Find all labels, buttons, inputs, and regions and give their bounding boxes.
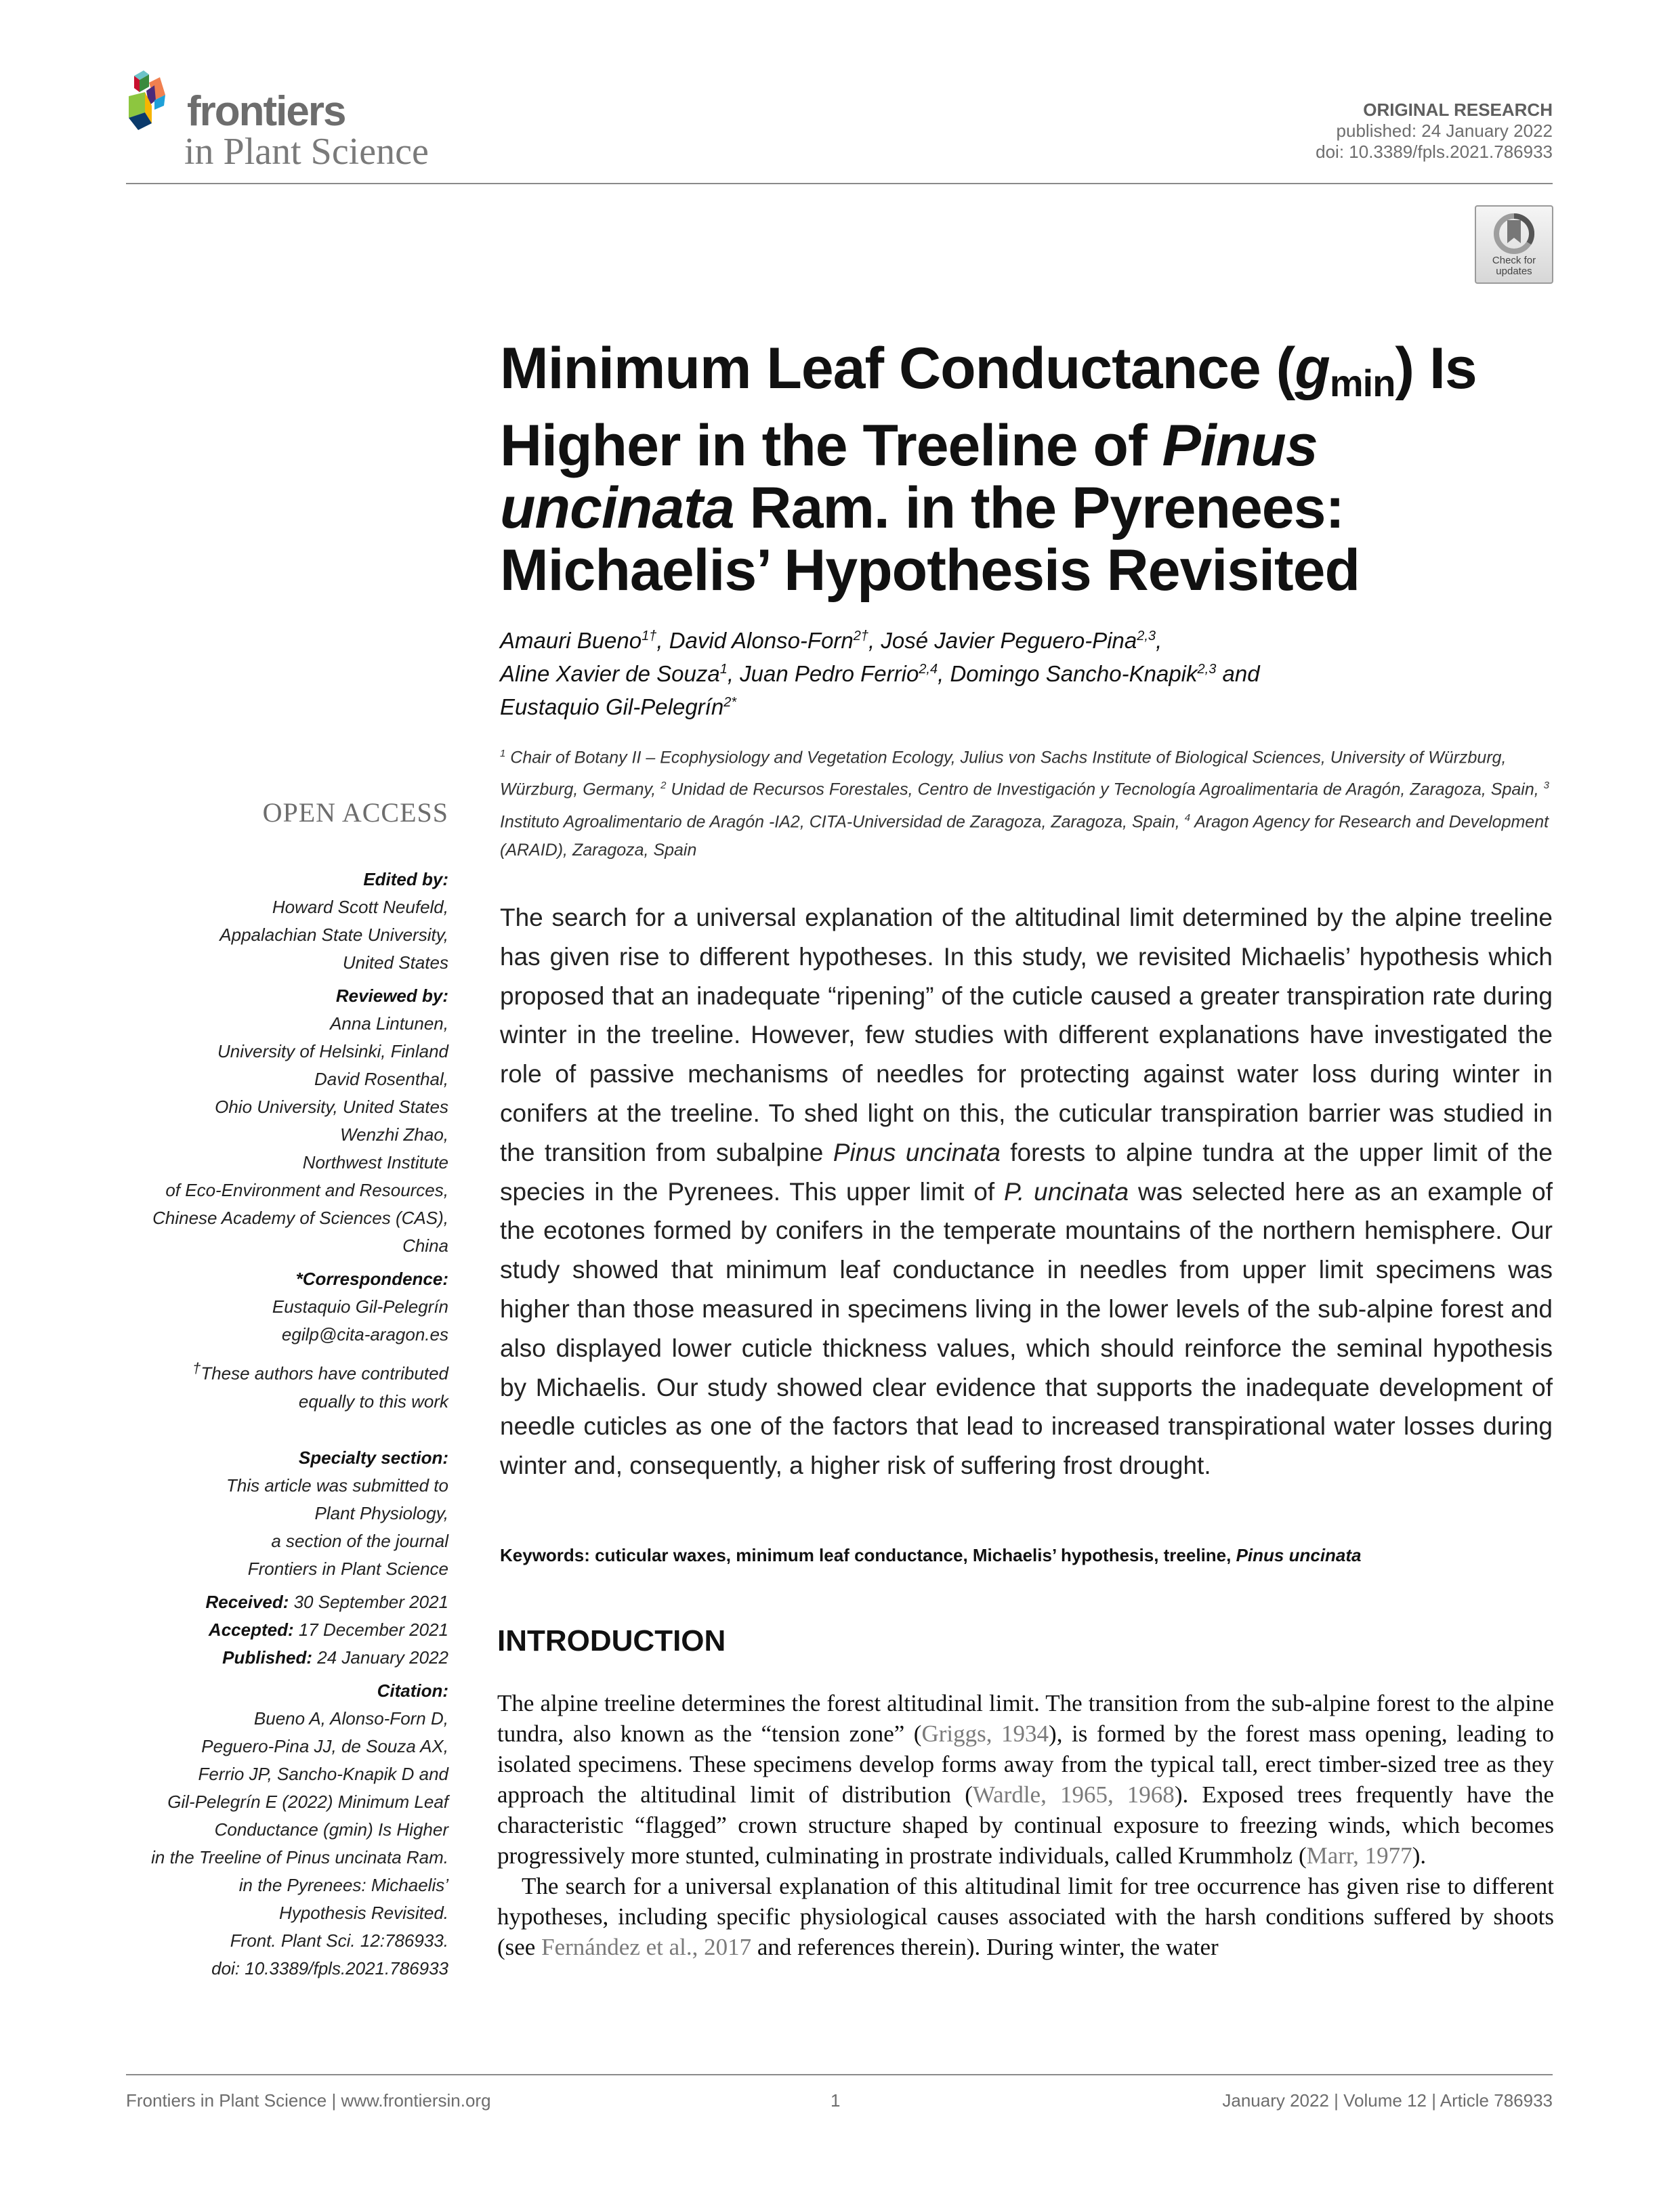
footer-divider	[126, 2074, 1553, 2075]
crossmark-icon	[1492, 212, 1536, 255]
footer-journal-link[interactable]: Frontiers in Plant Science | www.frontiersin.org	[126, 2090, 491, 2111]
correspondence-email[interactable]: egilp@cita-aragon.es	[281, 1324, 448, 1345]
author[interactable]: David Alonso-Forn$^{2\dagger}$	[669, 628, 869, 653]
paragraph: The search for a universal explanation of this altitudinal limit for tree occurrence has given rise to different hypotheses, including specific physiological causes associated with the harsh conditions suffered by shoots (see Fernández et al., 2017 and references therein). During winter, the water	[497, 1873, 1554, 1960]
citation-link[interactable]: Wardle, 1965, 1968	[972, 1781, 1175, 1808]
header-divider	[126, 183, 1553, 184]
article-type: ORIGINAL RESEARCH	[1363, 100, 1553, 120]
affiliations: $^1$ Chair of Botany II – Ecophysiology and Vegetation Ecology, Julius von Sachs Institute of Biological Sciences, University of Würzburg, Würzburg, Germany, $^2$ Unidad de Recursos Forestales, Centro de Investigación y Tecnología Agroalimentaria de Aragón, Zaragoza, Spain, $^3$ Instituto Agroalimentario de Aragón -IA2, CITA-Universidad de Zaragoza, Zaragoza, Spain, $^4$ Aragon Agency for Research and Development (ARAID), Zaragoza, Spain	[500, 748, 1549, 860]
citation-section: Citation: Bueno A, Alonso-Forn D, Peguero-Pina JJ, de Souza AX, Ferrio JP, Sancho-Knapik D and Gil-Pelegrín E (2022) Minimum Leaf Conductance (gmin) Is Higher in the Treeline of Pinus uncinata Ram. in the Pyrenees: Michaelis’ Hypothesis Revisited. Front. Plant Sci. 12:786933. doi: 10.3389/fpls.2021.786933	[122, 1677, 448, 1983]
open-access-label: OPEN ACCESS	[262, 797, 448, 828]
abstract: The search for a universal explanation of the altitudinal limit determined by the alpine treeline has given rise to different hypotheses. In this study, we revisited Michaelis’ hypothesis which proposed that an inadequate “ripening” of the cuticle caused a greater transpiration rate during winter in the treeline. However, few studies with different explanations have investigated the role of passive mechanisms of needles for protecting against water loss during winter in conifers at the treeline. To shed light on this, the cuticular transpiration barrier was studied in the transition from subalpine Pinus uncinata forests to alpine tundra at the upper limit of the species in the Pyrenees. This upper limit of P. uncinata was selected here as an example of the ecotones formed by conifers in the temperate mountains of the northern hemisphere. Our study showed that minimum leaf conductance in needles from upper limit specimens was higher than those measured in specimens living in the lower levels of the sub-alpine forest and also displayed lower cuticle thickness values, which should reinforce the seminal hypothesis by Michaelis. Our study showed clear evidence that supports the inadequate development of needle cuticles as one of the factors that lead to increased transpirational water losses during winter and, consequently, a higher risk of suffering frost drought.	[500, 904, 1553, 1480]
footer-article-info: January 2022 | Volume 12 | Article 786933	[1222, 2090, 1553, 2111]
check-for-updates-button[interactable]	[1475, 205, 1553, 284]
author[interactable]: Juan Pedro Ferrio$^{2,4}$	[740, 661, 938, 686]
published-date: published: 24 January 2022	[1336, 121, 1553, 141]
doi-link[interactable]: doi: 10.3389/fpls.2021.786933	[1316, 142, 1553, 162]
journal-subtitle: in Plant Science	[184, 131, 429, 173]
article-title: Minimum Leaf Conductance $(g_{min})$ Is Higher in the Treeline of Pinus uncinata Ram. in the Pyrenees: Michaelis’ Hypothesis Revisited	[500, 336, 1477, 603]
dates-section: Received: 30 September 2021 Accepted: 17 December 2021 Published: 24 January 2022	[205, 1591, 448, 1668]
keywords: Keywords: cuticular waxes, minimum leaf conductance, Michaelis’ hypothesis, treeline, Pinus uncinata	[500, 1545, 1362, 1565]
author[interactable]: José Javier Peguero-Pina$^{2,3}$	[881, 628, 1156, 653]
author[interactable]: Aline Xavier de Souza$^1$	[500, 661, 728, 686]
citation-link[interactable]: Fernández et al., 2017	[541, 1934, 752, 1960]
check-for-updates-label: Check for	[1492, 255, 1536, 266]
author[interactable]: Eustaquio Gil-Pelegrín$^{2*}$	[500, 694, 737, 719]
author[interactable]: Amauri Bueno$^{1\dagger}$	[500, 628, 657, 653]
frontiers-logo-icon	[126, 70, 180, 131]
citation-link[interactable]: Marr, 1977	[1306, 1842, 1412, 1869]
paragraph: The alpine treeline determines the forest altitudinal limit. The transition from the sub-alpine forest to the alpine tundra, also known as the “tension zone” (Griggs, 1934), is formed by the forest mass opening, leading to isolated specimens. These specimens develop forms away from the typical tall, erect timber-sized tree as they approach the altitudinal limit of distribution (Wardle, 1965, 1968). Exposed trees frequently have the characteristic “flagged” crown structure shaped by continual exposure to freezing winds, which becomes progressively more stunted, culminating in prostrate individuals, called Krummholz (Marr, 1977).	[497, 1690, 1555, 1869]
equal-contribution-note: †These authors have contributed equally to this work	[192, 1359, 448, 1412]
citation-doi[interactable]: doi: 10.3389/fpls.2021.786933	[211, 1958, 448, 1979]
sidebar-info	[122, 866, 448, 1988]
page-number: 1	[831, 2090, 841, 2111]
author-list: Amauri Bueno$^{1\dagger}$, David Alonso-Forn$^{2\dagger}$, José Javier Peguero-Pina$^{2,3}$, Aline Xavier de Souza$^1$, Juan Pedro Ferrio$^{2,4}$, Domingo Sancho-Knapik$^{2,3}$ and Eustaquio Gil-Pelegrín$^{2*}$	[500, 628, 1260, 719]
journal-wordmark: frontiers	[187, 88, 345, 135]
author[interactable]: Domingo Sancho-Knapik$^{2,3}$	[950, 661, 1217, 686]
edited-by-section: Edited by: Howard Scott Neufeld, Appalachian State University, United States	[219, 869, 448, 973]
section-heading-introduction: INTRODUCTION	[497, 1624, 726, 1657]
journal-logo[interactable]	[126, 70, 478, 172]
reviewed-by-section: Reviewed by: Anna Lintunen, University of Helsinki, Finland David Rosenthal, Ohio University, United States Wenzhi Zhao, Northwest Institute of Eco-Environment and Resources, Chinese Academy of Sciences (CAS), China	[152, 986, 448, 1256]
introduction-body	[497, 1688, 1554, 1962]
correspondence-section: *Correspondence: Eustaquio Gil-Pelegrín egilp@cita-aragon.es	[122, 1265, 448, 1349]
citation-link[interactable]: Griggs, 1934	[921, 1720, 1049, 1747]
article-meta-header	[1316, 99, 1553, 163]
specialty-section: Specialty section: This article was submitted to Plant Physiology, a section of the journal Frontiers in Plant Science	[226, 1447, 448, 1579]
check-for-updates-label-2: updates	[1496, 266, 1532, 277]
